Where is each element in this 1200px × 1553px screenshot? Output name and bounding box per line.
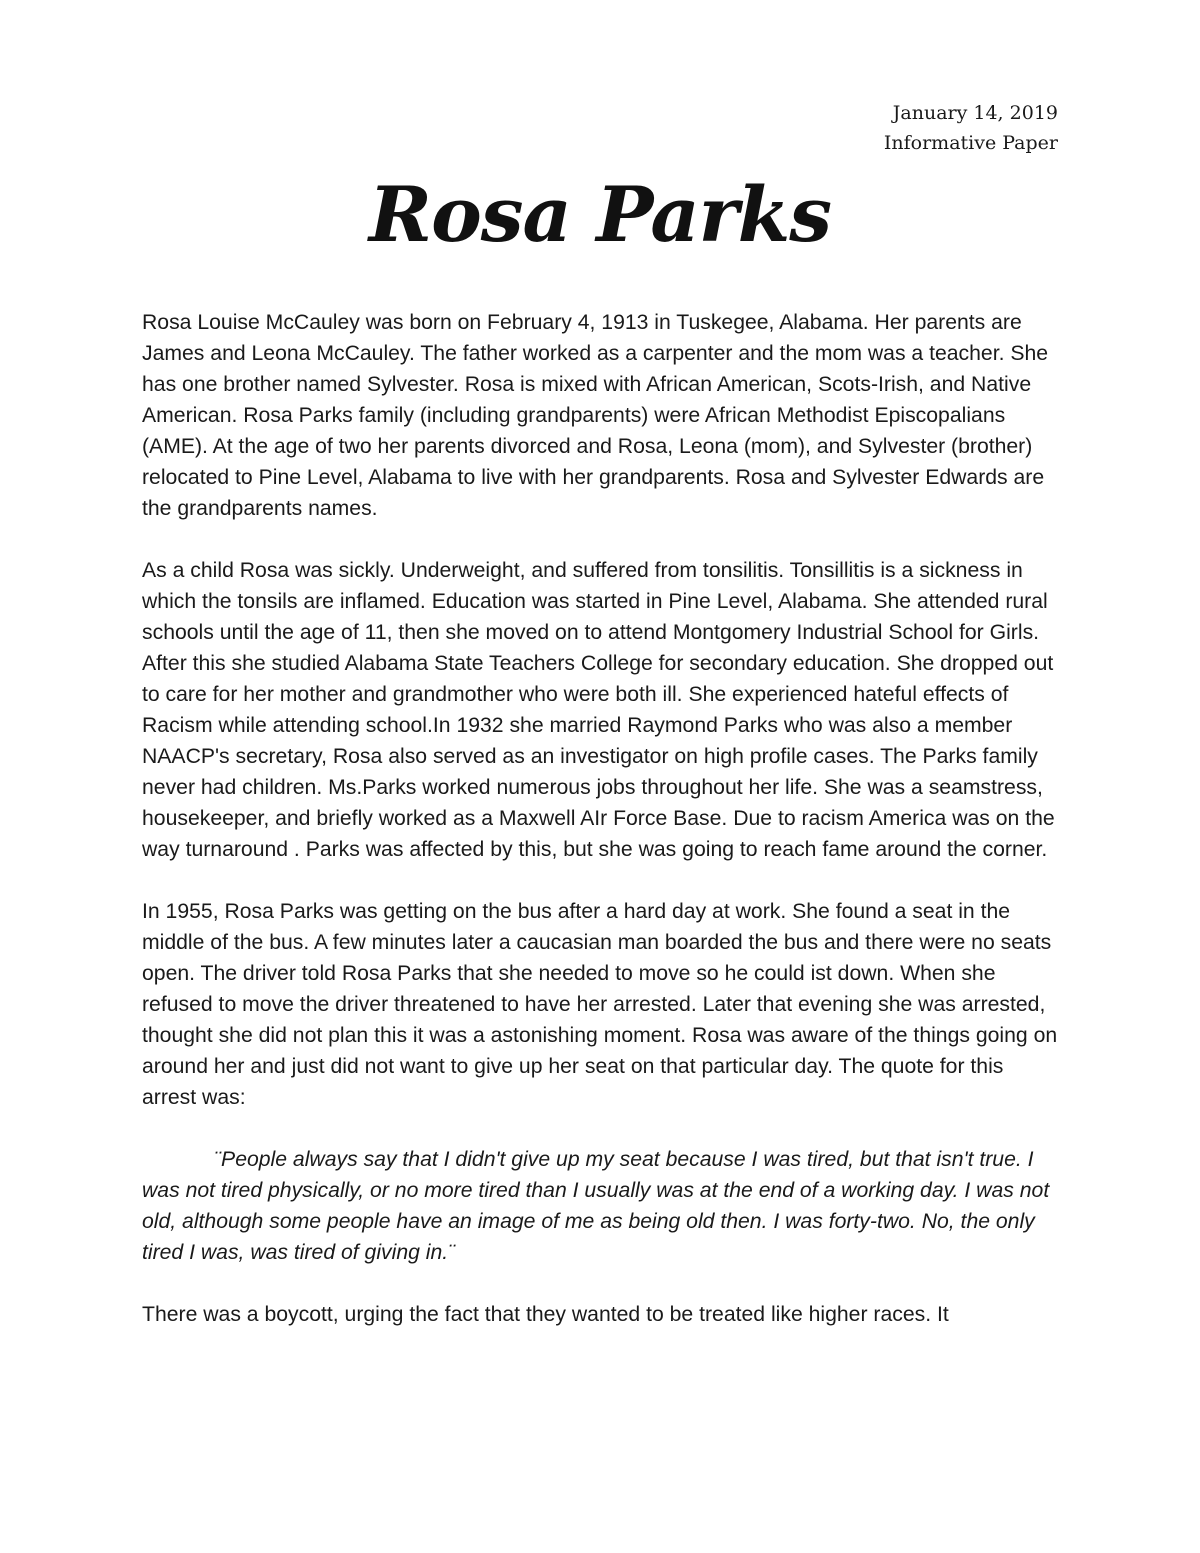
paragraph-early-life: Rosa Louise McCauley was born on February 4, 1913 in Tuskegee, Alabama. Her parents are James and Leona McCauley. The father worked as a carpenter and the mom was a teacher. She has one brother named Sylvester. Rosa is mixed with African American, Scots-Irish, and Native American. Rosa Parks family (including grandparents) were African Methodist Episcopalians (AME). At the age of two her parents divorced and Rosa, Leona (mom), and Sylvester (brother) relocated to Pine Level, Alabama to live with her grandparents. Rosa and Sylvester Edwards are the grandparents names. bbox=[142, 311, 1049, 520]
paragraph-bus-arrest: In 1955, Rosa Parks was getting on the bus after a hard day at work. She found a seat in the middle of the bus. A few minutes later a caucasian man boarded the bus and there were no seats open. The driver told Rosa Parks that she needed to move so he could ist down. When she refused to move the driver threatened to have her arrested. Later that evening she was arrested, thought she did not plan this it was a astonishing moment. Rosa was aware of the things going on around her and just did not want to give up her seat on that particular day. The quote for this arrest was: bbox=[142, 900, 1058, 1109]
document-date: January 14, 2019 bbox=[892, 102, 1058, 124]
paragraph-childhood-education: As a child Rosa was sickly. Underweight, and suffered from tonsilitis. Tonsillitis is a sickness in which the tonsils are inflamed. Education was started in Pine Level, Alabama. She attended rural schools until the age of 11, then she moved on to attend Montgomery Industrial School for Girls. After this she studied Alabama State Teachers College for secondary education. She dropped out to care for her mother and grandmother who were both ill. She experienced hateful effects of Racism while attending school.In 1932 she married Raymond Parks who was also a member NAACP's secretary, Rosa also served as an investigator on high profile cases. The Parks family never had children. Ms.Parks worked numerous jobs throughout her life. She was a seamstress, housekeeper, and briefly worked as a Maxwell AIr Force Base. Due to racism America was on the way turnaround . Parks was affected by this, but she was going to reach fame around the corner. bbox=[142, 559, 1055, 861]
paragraph-quote: ¨People always say that I didn't give up my seat because I was tired, but that isn't true. I was not tired physically, or no more tired than I usually was at the end of a working day. I was not old, although some people have an image of me as being old then. I was forty-two. No, the only tired I was, was tired of giving in.¨ bbox=[142, 1148, 1050, 1264]
document-type: Informative Paper bbox=[883, 132, 1058, 154]
paragraph-boycott: There was a boycott, urging the fact that they wanted to be treated like higher races. It bbox=[142, 1303, 949, 1326]
document-body bbox=[142, 307, 1062, 1361]
header-meta bbox=[884, 98, 1058, 158]
document-title: Rosa Parks bbox=[368, 170, 832, 259]
